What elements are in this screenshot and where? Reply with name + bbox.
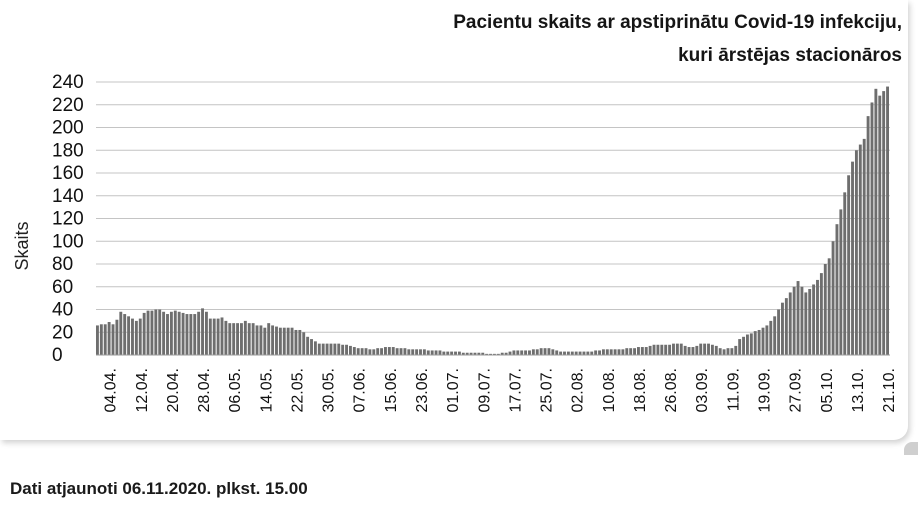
bar	[762, 328, 765, 355]
bar	[571, 352, 574, 355]
y-tick-label: 220	[52, 94, 84, 116]
bar	[209, 319, 212, 355]
bar	[158, 310, 161, 356]
x-tick-label: 18.08.	[632, 368, 649, 413]
bar	[625, 348, 628, 355]
bar	[403, 348, 406, 355]
bar	[232, 323, 235, 355]
bar	[263, 328, 266, 355]
x-tick-label: 04.04.	[102, 368, 120, 413]
x-tick-label: 10.08.	[600, 368, 618, 413]
bar	[742, 337, 745, 355]
bar	[213, 319, 216, 355]
bar	[244, 321, 247, 355]
bar	[598, 350, 601, 355]
bar	[396, 348, 399, 355]
bar	[621, 349, 624, 355]
bar	[765, 325, 768, 355]
bar	[318, 344, 321, 355]
bar	[108, 322, 111, 355]
y-tick-label: 100	[52, 231, 84, 253]
bar	[376, 348, 379, 355]
bar	[808, 289, 811, 355]
bar	[738, 339, 741, 355]
bar	[730, 348, 733, 355]
bar	[715, 346, 718, 355]
bar	[361, 348, 364, 355]
bar	[337, 344, 340, 355]
x-tick-label: 17.07.	[507, 368, 525, 413]
bar	[341, 345, 344, 355]
bar	[524, 350, 527, 355]
bar	[228, 323, 231, 355]
y-tick-label: 160	[52, 163, 84, 184]
y-tick-label: 40	[52, 299, 74, 321]
bar	[839, 209, 842, 355]
bar	[372, 349, 375, 355]
x-tick-label: 05.10.	[818, 368, 836, 413]
x-tick-label: 22.05.	[289, 368, 307, 413]
bar	[859, 145, 862, 355]
bar	[836, 224, 839, 355]
bar	[555, 350, 558, 355]
bar	[676, 344, 679, 355]
bar	[221, 317, 224, 355]
x-tick-label: 15.06.	[382, 368, 400, 413]
bar	[248, 323, 251, 355]
bar	[139, 319, 142, 355]
bar	[816, 280, 819, 355]
bar	[197, 312, 200, 355]
bar	[127, 316, 130, 355]
bar	[123, 314, 126, 355]
bar	[871, 102, 874, 355]
bar	[828, 258, 831, 355]
bar	[606, 349, 609, 355]
y-tick-label: 180	[52, 140, 84, 162]
bar	[532, 349, 535, 355]
bar	[357, 348, 360, 355]
bar	[614, 349, 617, 355]
bar	[610, 349, 613, 355]
bar	[629, 348, 632, 355]
bar	[302, 332, 305, 355]
bar	[330, 344, 333, 355]
bar	[800, 287, 803, 355]
bar	[115, 320, 118, 355]
bar	[843, 192, 846, 355]
bar	[407, 349, 410, 355]
x-tick-label: 12.04.	[133, 368, 151, 413]
bar	[867, 116, 870, 355]
y-tick-label: 60	[52, 276, 74, 298]
bar	[637, 347, 640, 355]
bar	[583, 352, 586, 355]
bar	[512, 350, 515, 355]
y-tick-label: 140	[52, 185, 84, 207]
bar	[575, 352, 578, 355]
bar	[812, 284, 815, 355]
bar	[563, 352, 566, 355]
x-tick-label: 20.04.	[164, 368, 182, 413]
x-tick-label: 06.05.	[227, 368, 245, 413]
bar	[205, 312, 208, 355]
bar	[509, 352, 512, 355]
bar	[295, 330, 298, 355]
bar	[283, 328, 286, 355]
bar	[435, 350, 438, 355]
bar	[633, 348, 636, 355]
bar	[874, 89, 877, 355]
x-tick-label: 11.09.	[725, 368, 743, 412]
x-tick-label: 27.09.	[787, 368, 805, 413]
bar	[734, 346, 737, 355]
bar	[326, 344, 329, 355]
bar	[540, 348, 543, 355]
x-tick-label: 02.08.	[569, 368, 587, 413]
bar	[446, 352, 449, 355]
x-tick-label: 26.08.	[663, 368, 681, 413]
y-tick-label: 0	[52, 345, 63, 366]
bar	[851, 162, 854, 355]
x-tick-label: 01.07.	[445, 368, 463, 413]
bar	[797, 281, 800, 355]
bar	[298, 330, 301, 355]
x-tick-label: 23.06.	[414, 368, 431, 413]
bar	[400, 348, 403, 355]
bar	[773, 316, 776, 355]
bar	[769, 321, 772, 355]
footer	[0, 455, 918, 513]
bar	[804, 292, 807, 355]
bar	[450, 352, 453, 355]
x-tick-label: 09.07.	[476, 368, 494, 413]
bar	[750, 333, 753, 355]
bar	[672, 344, 675, 355]
bar	[777, 310, 780, 356]
bar	[423, 349, 426, 355]
y-axis-label: Skaits	[12, 221, 32, 271]
bar	[664, 345, 667, 355]
bar	[217, 319, 220, 355]
bar	[458, 352, 461, 355]
bar	[789, 292, 792, 355]
bar	[147, 311, 150, 355]
bar	[656, 345, 659, 355]
x-tick-label: 21.10.	[881, 368, 899, 413]
bar	[660, 345, 663, 355]
bar	[236, 323, 239, 355]
bar	[154, 310, 157, 356]
x-tick-labels	[103, 368, 908, 412]
bar	[824, 264, 827, 355]
bar	[442, 352, 445, 355]
bar	[536, 349, 539, 355]
bar	[291, 328, 294, 355]
y-tick-label: 20	[52, 322, 74, 344]
chart-title-line-1: Pacientu skaits ar apstiprinātu Covid-19 infekciju,	[453, 12, 902, 33]
bar	[267, 323, 270, 355]
bar	[594, 350, 597, 355]
bar	[758, 330, 761, 355]
bar	[178, 312, 181, 355]
bar	[166, 314, 169, 355]
bar	[699, 344, 702, 355]
bar	[668, 345, 671, 355]
bar	[259, 325, 262, 355]
bar	[547, 348, 550, 355]
y-tick-label: 120	[52, 208, 84, 230]
bar	[345, 345, 348, 355]
bar	[170, 312, 173, 355]
bar	[252, 323, 255, 355]
bar	[189, 314, 192, 355]
bar	[653, 345, 656, 355]
bar	[551, 349, 554, 355]
bar	[314, 341, 317, 355]
bars	[96, 87, 890, 355]
bar	[785, 298, 788, 355]
bar	[135, 321, 138, 355]
bar	[182, 313, 185, 355]
x-tick-label: 30.05.	[320, 368, 338, 413]
bar	[256, 325, 259, 355]
bar	[131, 319, 134, 355]
bar	[310, 339, 313, 355]
bar	[882, 91, 885, 355]
bar	[820, 273, 823, 355]
bar	[528, 350, 531, 355]
bar	[143, 313, 146, 355]
bar	[186, 314, 189, 355]
bar	[520, 350, 523, 355]
bar	[641, 347, 644, 355]
y-tick-label: 240	[52, 72, 84, 93]
x-tick-label: 14.05.	[258, 368, 276, 413]
bar	[781, 303, 784, 355]
bar	[96, 325, 99, 355]
bar	[306, 337, 309, 355]
bar	[112, 324, 115, 355]
bar	[333, 344, 336, 355]
bar	[427, 350, 430, 355]
bar	[878, 96, 881, 355]
bar	[692, 347, 695, 355]
bar	[645, 347, 648, 355]
bar	[419, 349, 422, 355]
bar	[392, 347, 395, 355]
bar	[516, 350, 519, 355]
bar	[193, 314, 196, 355]
bar	[586, 352, 589, 355]
bar	[380, 348, 383, 355]
x-tick-label: 19.09.	[756, 368, 774, 413]
chart-title-line-2: kuri ārstējas stacionāros	[678, 45, 902, 66]
bar	[680, 344, 683, 355]
bar	[174, 311, 177, 355]
bar	[415, 349, 418, 355]
bar	[150, 311, 153, 355]
x-tick-label: 07.06.	[351, 368, 369, 413]
bar	[368, 349, 371, 355]
y-tick-label: 80	[52, 254, 74, 275]
x-tick-label: 28.04.	[196, 368, 213, 413]
bar	[618, 349, 621, 355]
bar	[567, 352, 570, 355]
bar	[684, 346, 687, 355]
bar	[271, 325, 274, 355]
bar	[703, 344, 706, 355]
bar	[322, 344, 325, 355]
bar	[649, 346, 652, 355]
bar	[754, 331, 757, 355]
bar	[579, 352, 582, 355]
bar	[590, 352, 593, 355]
update-timestamp: Dati atjaunoti 06.11.2020. plkst. 15.00	[10, 479, 308, 498]
bar	[104, 324, 107, 355]
bar	[454, 352, 457, 355]
bar	[119, 312, 122, 355]
bar	[287, 328, 290, 355]
bar	[711, 345, 714, 355]
bar	[847, 175, 850, 355]
bar	[365, 348, 368, 355]
bar	[162, 312, 165, 355]
bar	[349, 346, 352, 355]
bar	[439, 350, 442, 355]
y-tick-labels	[52, 72, 84, 366]
bar	[411, 349, 414, 355]
x-tick-label: 25.07.	[538, 368, 556, 413]
bar	[793, 287, 796, 355]
bar	[886, 87, 889, 355]
bar	[727, 348, 730, 355]
bar	[746, 335, 749, 355]
bar	[602, 349, 605, 355]
gridlines	[96, 82, 890, 355]
bar	[353, 347, 356, 355]
bar	[695, 346, 698, 355]
bar	[240, 323, 243, 355]
x-tick-label: 03.09.	[694, 368, 712, 413]
y-tick-label: 200	[52, 117, 84, 139]
bar	[707, 344, 710, 355]
bar	[279, 328, 282, 355]
bar	[275, 327, 278, 355]
bar	[431, 350, 434, 355]
bar	[559, 352, 562, 355]
x-tick-label: 13.10.	[849, 368, 867, 413]
bar	[723, 349, 726, 355]
bar	[201, 308, 204, 355]
bar	[688, 347, 691, 355]
bar	[224, 321, 227, 355]
bar	[388, 347, 391, 355]
bar	[719, 348, 722, 355]
bar	[832, 241, 835, 355]
bar	[855, 150, 858, 355]
bar	[100, 324, 103, 355]
bar	[384, 347, 387, 355]
bar	[544, 348, 547, 355]
bar	[863, 139, 866, 355]
